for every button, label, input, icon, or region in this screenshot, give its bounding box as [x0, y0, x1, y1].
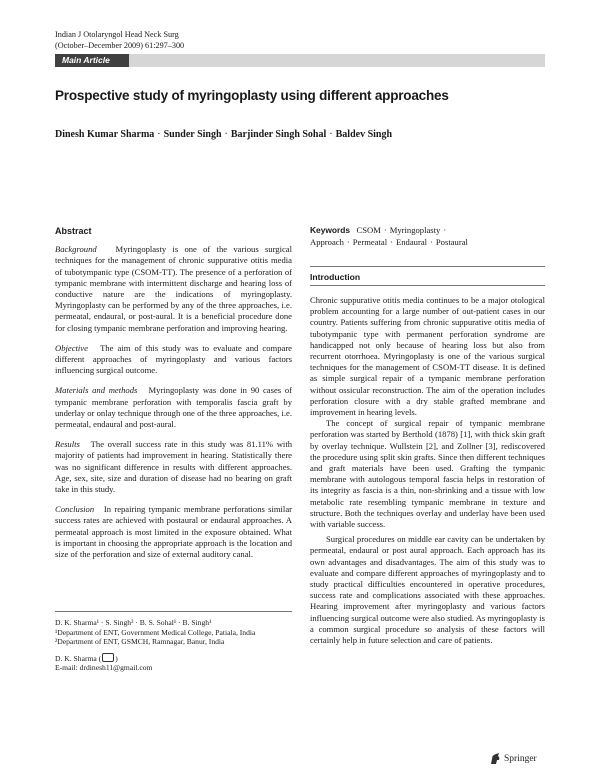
abstract — [55, 226, 292, 560]
section-label: Background — [55, 244, 97, 255]
envelope-icon — [102, 653, 114, 662]
abstract-objective: Objective The aim of this study was to evaluate and compare different approaches of myringoplasty and various factors influencing surgical outcome. — [55, 342, 292, 376]
introduction-paragraph: Surgical procedures on middle ear cavity can be undertaken by permeatal, endaural or post aural approach. Each approach has its own advantages and disadvantages. The aim of this study was to evaluate and compare different approaches of myringoplasty and to study practical difficulties encountered in operative procedures, success rate and complications associated with these approaches. Hearing improvement after myringoplasty and various factors influencing surgical outcome were also studied. As myringoplasty is a common surgical procedure so analysis of these factors will certainly help in future selection and care of patients. — [310, 534, 545, 646]
introduction-divider-bottom — [310, 285, 545, 286]
email-address[interactable]: E-mail: drdinesh11@gmail.com — [55, 663, 153, 673]
keywords-label: Keywords — [310, 225, 351, 235]
introduction-heading: Introduction — [310, 272, 361, 282]
author-name: Baldev Singh — [335, 129, 393, 140]
author-separator: · — [224, 129, 228, 140]
introduction-body — [310, 295, 545, 646]
author-name: Sunder Singh — [163, 129, 222, 140]
abstract-methods: Materials and methods Myringoplasty was done in 90 cases of tympanic membrane perforation with temporalis fascia graft by underlay or onlay technique through one of the three approaches, i.e. permeatal, endaural and post-aural. — [55, 385, 292, 430]
abstract-heading: Abstract — [55, 226, 92, 236]
introduction-paragraph: The concept of surgical repair of tympanic membrane perforation was started by Berthold (1878) [1], with thick skin graft by overlay technique. Wullstein [2], and Zollner [3], rediscovered the procedure using split skin grafts. Since then different techniques and graft materials have been used. Grafting the tympanic membrane with autologous temporal fascia helps in restoration of its integrity as fascia is a thin, non-shrinking and a tissue with low metabolic rate resembling tympanic membrane in texture and structure. Both the techniques overlay and underlay have been used with variable success. — [310, 418, 545, 530]
publisher-logo — [488, 752, 558, 766]
affiliation-authors: D. K. Sharma¹ · S. Singh² · B. S. Sohal¹ · B. Singh¹ — [55, 618, 212, 627]
keyword: Myringoplasty — [389, 225, 441, 235]
author-separator: · — [157, 129, 161, 140]
affiliations — [55, 618, 292, 673]
corresponding-author: D. K. Sharma ( ) — [55, 653, 118, 663]
publisher-name: Springer — [504, 754, 537, 764]
keywords: Keywords CSOM · Myringoplasty · Approach · Permeatal · Endaural · Postaural — [310, 225, 468, 247]
author-name: Dinesh Kumar Sharma — [55, 129, 155, 140]
affiliation-divider — [55, 611, 292, 612]
keyword: Postaural — [435, 237, 468, 247]
section-label: Materials and methods — [55, 385, 138, 396]
abstract-results: Results The overall success rate in this study was 81.11% with majority of patients had improvement in hearing. Statistically there was no significant difference in results with different approaches. Age, sex, site, size and duration of disease had no bearing on graft take in this study. — [55, 439, 292, 495]
springer-horse-icon — [488, 752, 502, 766]
keyword: Endaural — [396, 237, 428, 247]
author-separator: · — [329, 129, 333, 140]
abstract-conclusion: Conclusion In repairing tympanic membrane perforations similar success rates are achieved with postaural or endaural approaches. A permeatal approach is most limited in the exposure obtained. What is important in choosing the appropriate approach is the location and size of the perforation and size of external auditory canal. — [55, 504, 292, 560]
keyword: Approach — [310, 237, 344, 247]
article-type-label: Main Article — [62, 55, 110, 65]
journal-issue: (October–December 2009) 61:297–300 — [55, 40, 185, 50]
affiliation-dept-1: ¹Department of ENT, Government Medical College, Patiala, India — [55, 627, 256, 637]
section-label: Results — [55, 439, 80, 450]
affiliation-dept-2: ²Department of ENT, GSMCH, Ramnagar, Banur, India — [55, 637, 225, 647]
author-list — [55, 128, 545, 141]
introduction-paragraph: Chronic suppurative otitis media continues to be a major otological problem accounting for a large number of out-patient cases in our country. Patients suffering from chronic suppurative otitis media of tubotympanic type with permanent perforation syndrome are handicapped not only because of hearing loss but also from recurrent otorrhoea. Myringoplasty is one of the various surgical techniques for the management of CSOM-TT disease. It is defined as simple surgical repair of a tympanic membrane perforation without ossicular reconstruction. The aim of the operation includes perforation closure with a dry stable grafted membrane and improvement in hearing levels. — [310, 295, 545, 418]
section-label: Objective — [55, 342, 88, 353]
keyword: CSOM — [356, 225, 381, 235]
keyword: Permeatal — [352, 237, 388, 247]
journal-name: Indian J Otolaryngol Head Neck Surg — [55, 30, 179, 39]
introduction-divider-top — [310, 266, 545, 267]
section-label: Conclusion — [55, 504, 95, 515]
journal-citation — [55, 30, 355, 51]
article-title: Prospective study of myringoplasty using different approaches — [55, 88, 449, 103]
abstract-background: Background Myringoplasty is one of the various surgical techniques for the management of chronic suppurative otitis media of tubotympanic type (CSOM-TT). The presence of a perforation of tympanic membrane with intermittent discharge and hearing loss of conductive nature are the indications of myringoplasty. Myringoplasty can be performed by any of the three approaches, i.e. permeatal, endaural, or post-aural. It is a beneficial procedure done for closing tympanic membrane perforation and improving hearing. — [55, 244, 292, 333]
article-type-banner — [55, 54, 545, 67]
author-name: Barjinder Singh Sohal — [230, 129, 327, 140]
